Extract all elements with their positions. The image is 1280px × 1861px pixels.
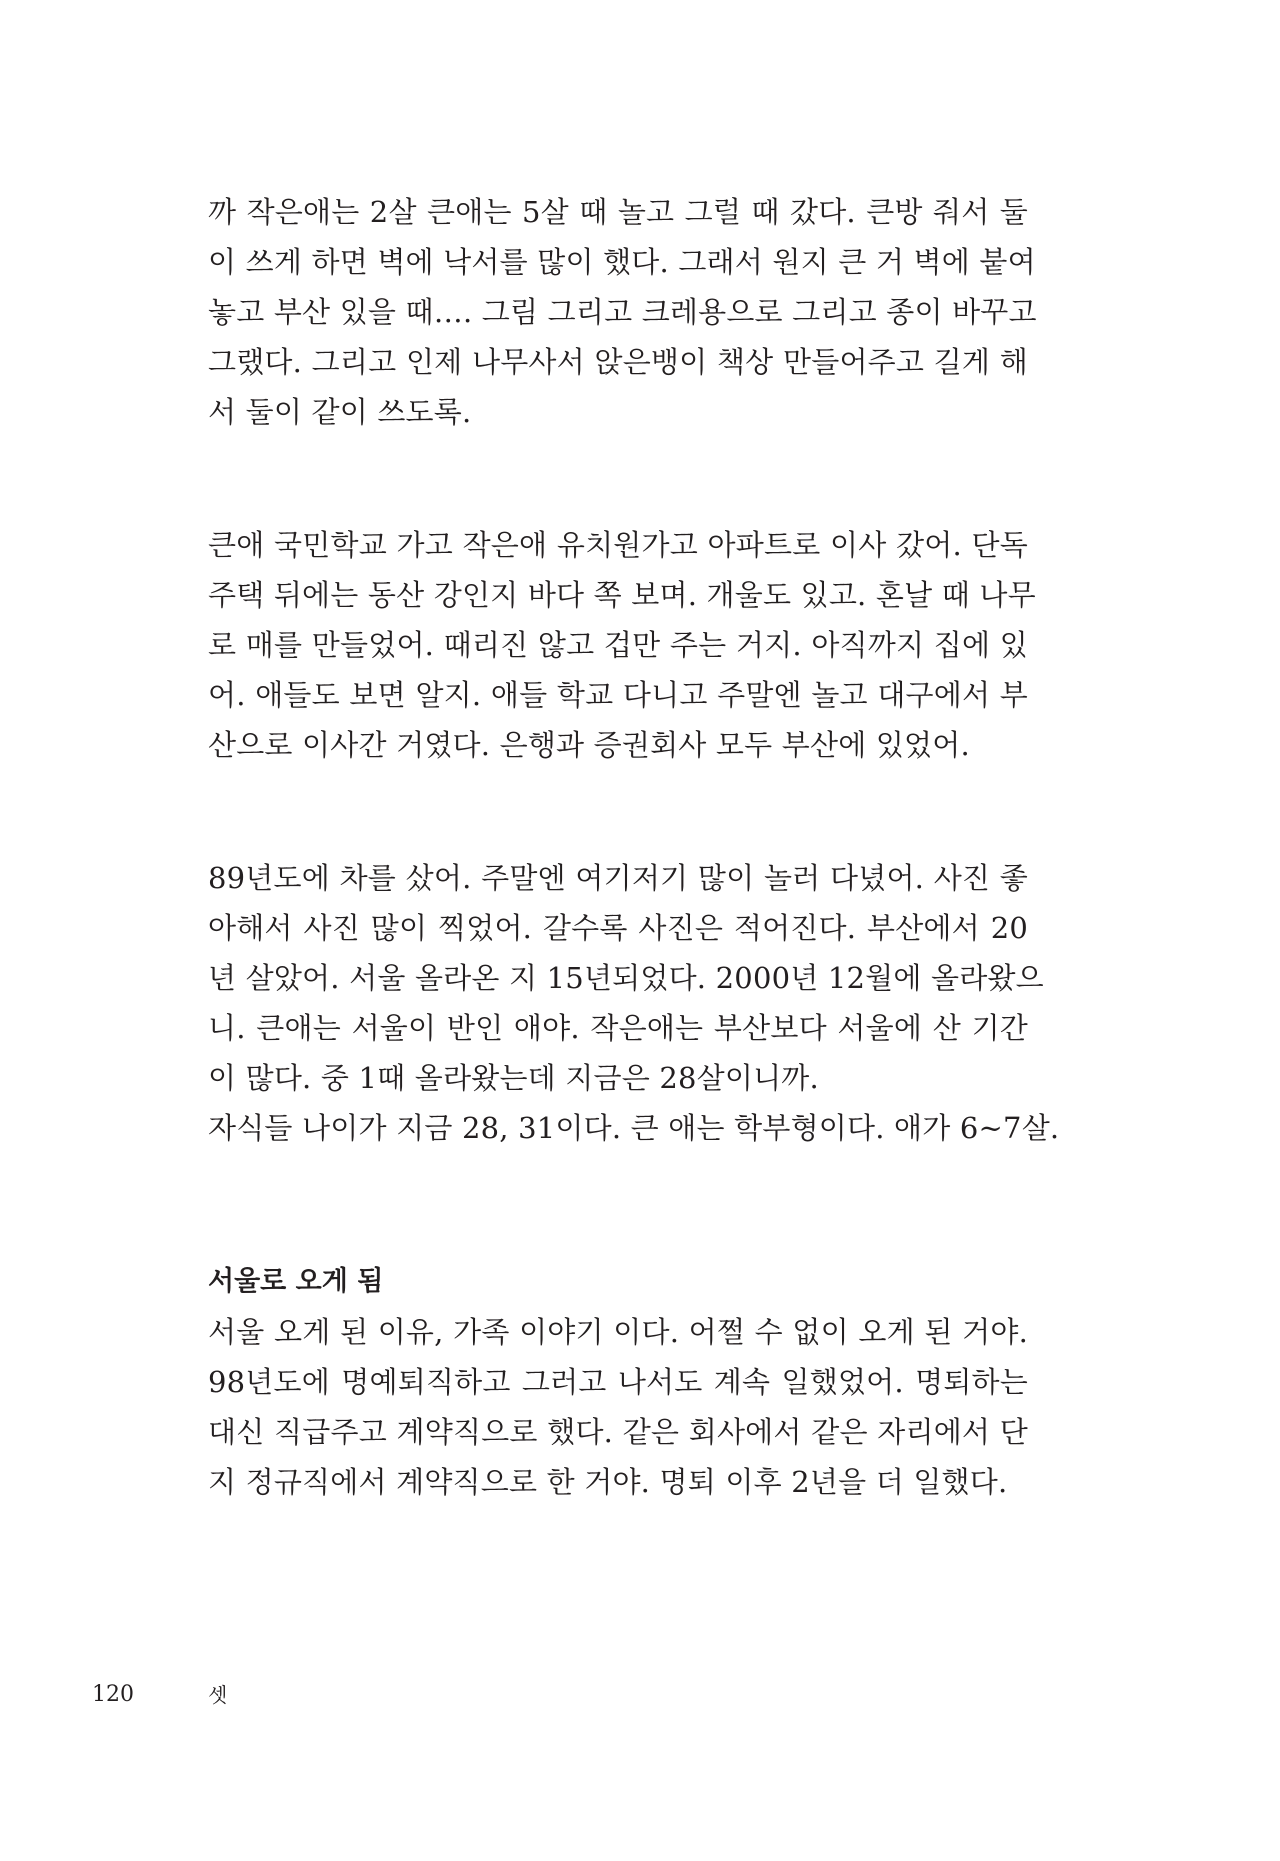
text-line: 대신 직급주고 계약직으로 했다. 같은 회사에서 같은 자리에서 단 xyxy=(208,1415,1028,1449)
text-line: 어. 애들도 보면 알지. 애들 학교 다니고 주말엔 놀고 대구에서 부 xyxy=(208,678,1028,712)
paragraph-1 xyxy=(208,187,1037,437)
text-line: 자식들 나이가 지금 28, 31이다. 큰 애는 학부형이다. 애가 6~7살. xyxy=(208,1111,1060,1145)
text-line: 지 정규직에서 계약직으로 한 거야. 명퇴 이후 2년을 더 일했다. xyxy=(208,1465,1008,1499)
text-line: 서울 오게 된 이유, 가족 이야기 이다. 어쩔 수 없이 오게 된 거야. xyxy=(208,1315,1028,1349)
paragraph-2 xyxy=(208,520,1036,770)
page-number: 120 xyxy=(92,1682,134,1707)
text-line: 아해서 사진 많이 찍었어. 갈수록 사진은 적어진다. 부산에서 20 xyxy=(208,911,1028,945)
text-line: 산으로 이사간 거였다. 은행과 증권회사 모두 부산에 있었어. xyxy=(208,728,970,762)
text-line: 년 살았어. 서울 올라온 지 15년되었다. 2000년 12월에 올라왔으 xyxy=(208,961,1044,995)
text-line: 로 매를 만들었어. 때리진 않고 겁만 주는 거지. 아직까지 집에 있 xyxy=(208,628,1028,662)
text-line: 98년도에 명예퇴직하고 그러고 나서도 계속 일했었어. 명퇴하는 xyxy=(208,1365,1028,1399)
text-line: 까 작은애는 2살 큰애는 5살 때 놀고 그럴 때 갔다. 큰방 줘서 둘 xyxy=(208,195,1028,229)
text-line: 놓고 부산 있을 때…. 그림 그리고 크레용으로 그리고 종이 바꾸고 xyxy=(208,295,1037,329)
text-line: 니. 큰애는 서울이 반인 애야. 작은애는 부산보다 서울에 산 기간 xyxy=(208,1011,1028,1045)
text-line: 주택 뒤에는 동산 강인지 바다 쪽 보며. 개울도 있고. 혼날 때 나무 xyxy=(208,578,1036,612)
paragraph-4 xyxy=(208,1307,1028,1507)
running-footer-section: 셋 xyxy=(208,1683,228,1707)
paragraph-3 xyxy=(208,853,1060,1153)
section-heading: 서울로 오게 됨 xyxy=(208,1266,384,1297)
text-line: 이 많다. 중 1때 올라왔는데 지금은 28살이니까. xyxy=(208,1061,819,1095)
text-line: 89년도에 차를 샀어. 주말엔 여기저기 많이 놀러 다녔어. 사진 좋 xyxy=(208,861,1028,895)
text-line: 서 둘이 같이 쓰도록. xyxy=(208,395,472,429)
text-line: 큰애 국민학교 가고 작은애 유치원가고 아파트로 이사 갔어. 단독 xyxy=(208,528,1028,562)
text-line: 이 쓰게 하면 벽에 낙서를 많이 했다. 그래서 원지 큰 거 벽에 붙여 xyxy=(208,245,1036,279)
text-line: 그랬다. 그리고 인제 나무사서 앉은뱅이 책상 만들어주고 길게 해 xyxy=(208,345,1028,379)
